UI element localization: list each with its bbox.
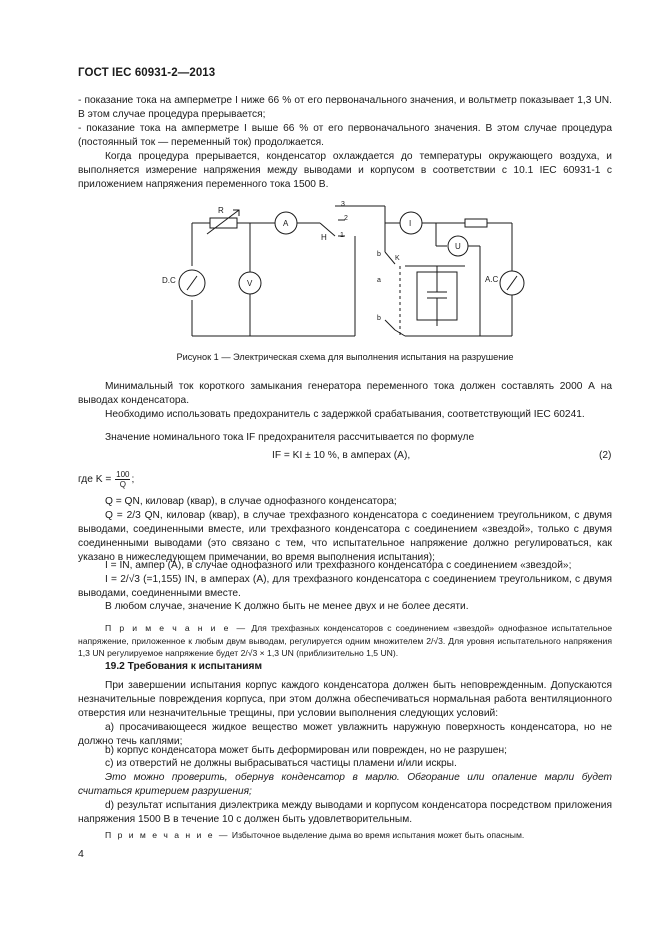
switch-k	[385, 252, 395, 264]
note-2	[78, 829, 612, 842]
i-definition-1: I = IN, ампер (А), в случае однофазного или трехфазного конденсатора с соединением «звездой»;	[105, 560, 572, 571]
label-k: K	[395, 255, 400, 262]
label-3: 3	[341, 201, 345, 208]
equation-number: (2)	[599, 450, 612, 461]
condition-b: b) корпус конденсатора может быть деформирован или поврежден, но не разрушен;	[105, 745, 507, 756]
label-ac: A.C	[485, 275, 499, 284]
intro-paragraph: Когда процедура прерывается, конденсатор охлаждается до температуры окружающего воздуха, и выполняется измерение напряжения между выводами и корпусом в соответствии с 10.1 IEC 60931-1 с приложением напряжения переменного тока 1500 В.	[78, 151, 612, 191]
gauge-needle	[187, 276, 197, 290]
label-a-small: a	[377, 277, 381, 284]
label-1: 1	[340, 232, 344, 239]
label-b-bottom: b	[377, 315, 381, 322]
wire	[395, 330, 405, 336]
label-u: U	[455, 242, 461, 251]
body-paragraph-2: Необходимо использовать предохранитель с задержкой срабатывания, соответствующий IEC 60241.	[105, 409, 585, 420]
intro-bullet-2: - показание тока на амперметре I выше 66 % от его первоначального значения. В этом случае процедура (постоянный ток — переменный ток) продолжается.	[78, 123, 612, 149]
intro-bullet-1: - показание тока на амперметре I ниже 66 % от его первоначального значения, и вольтметр показывает 1,3 UN. В этом случае процедура прерывается;	[78, 95, 612, 121]
where-prefix: где K =	[78, 474, 112, 486]
circuit-diagram	[155, 196, 535, 346]
resistor-r	[210, 218, 237, 228]
label-2: 2	[344, 215, 348, 222]
note-1	[78, 622, 612, 660]
gauge-needle	[507, 276, 517, 290]
fraction-numerator: 100	[116, 470, 130, 479]
label-r: R	[218, 206, 224, 215]
section-title: 19.2 Требования к испытаниям	[105, 661, 263, 672]
page-header: ГОСТ IEC 60931-2—2013	[78, 67, 216, 79]
fraction	[115, 470, 130, 489]
note-1-text: Для трехфазных конденсаторов с соединением «звездой» однофазное испытательное напряжение, приложенное к любым двум выводам, регулируется одним множителем 2/√3. Для уровня испытательного напряжения 1,3 UN регулируемое напряжение будет 2/√3 × 1,3 UN (приблизительно 1,5 UN).	[78, 623, 612, 659]
label-dc: D.C	[162, 276, 176, 285]
condition-c: с) из отверстий не должны выбрасываться частицы пламени и/или искры.	[105, 758, 457, 769]
formula: IF = KI ± 10 %, в амперах (А),	[272, 450, 411, 461]
i-definition-2: I = 2/√3 (=1,155) IN, в амперах (А), для трехфазного конденсатора с соединением треугольником, с двумя выводами, соединенными вместе.	[78, 574, 612, 600]
label-a: A	[283, 219, 289, 228]
where-clause: где K = $\frac{100}{Q}$ ;	[78, 470, 135, 489]
condition-a: а) просачивающееся жидкое вещество может увлажнить наружную поверхность конденсатора, но не должно течь каплями;	[78, 722, 612, 748]
note-1-label: П р и м е ч а н и е —	[105, 623, 248, 633]
label-v: V	[247, 279, 253, 288]
condition-d: d) результат испытания диэлектрика между выводами и корпусом конденсатора посредством приложения напряжения 1500 В в течение 10 с должен быть удовлетворительным.	[78, 800, 612, 826]
italic-text: Это можно проверить, обернув конденсатор в марлю. Обгорание или опаление марли будет считаться критерием разрушения;	[78, 772, 612, 798]
body-paragraph-3: Значение номинального тока IF предохранителя рассчитывается по формуле	[105, 432, 475, 443]
body-paragraph-4: В любом случае, значение K должно быть не менее двух и не более десяти.	[105, 601, 469, 612]
q-definition-1: Q = QN, киловар (квар), в случае однофазного конденсатора;	[105, 496, 397, 507]
label-b-top: b	[377, 251, 381, 258]
note-2-text: Избыточное выделение дыма во время испытания может быть опасным.	[231, 830, 525, 840]
fraction-denominator: Q	[119, 480, 126, 489]
label-h: H	[321, 233, 327, 242]
figure-caption: Рисунок 1 — Электрическая схема для выполнения испытания на разрушение	[176, 352, 514, 362]
section-paragraph: При завершении испытания корпус каждого конденсатора должен быть неповрежденным. Допускаются незначительные повреждения корпуса, при этом должна обеспечиваться нормальная работа вентиляционного отверстия или незначительные трещины, при условии выполнения следующих условий:	[78, 680, 612, 720]
fuse	[465, 219, 487, 227]
italic-note	[78, 771, 612, 799]
page-number: 4	[78, 848, 84, 860]
note-2-label: П р и м е ч а н и е —	[105, 830, 230, 840]
label-i: I	[409, 219, 412, 228]
body-paragraph-1: Минимальный ток короткого замыкания генератора переменного тока должен составлять 2000 А на выводах конденсатора.	[78, 381, 612, 407]
switch-k-lower	[385, 320, 395, 330]
q-definition-2: Q = 2/3 QN, киловар (квар), в случае трехфазного конденсатора с соединением треугольником, с двумя выводами, соединенными вместе, или трехфазного конденсатора с соединением «звездой», только с двумя соединенными выводами (это связано с тем, что испытательное напряжение должно регулироваться, как указано в нижеследующем примечании, во время выполнения испытания);	[78, 510, 612, 564]
